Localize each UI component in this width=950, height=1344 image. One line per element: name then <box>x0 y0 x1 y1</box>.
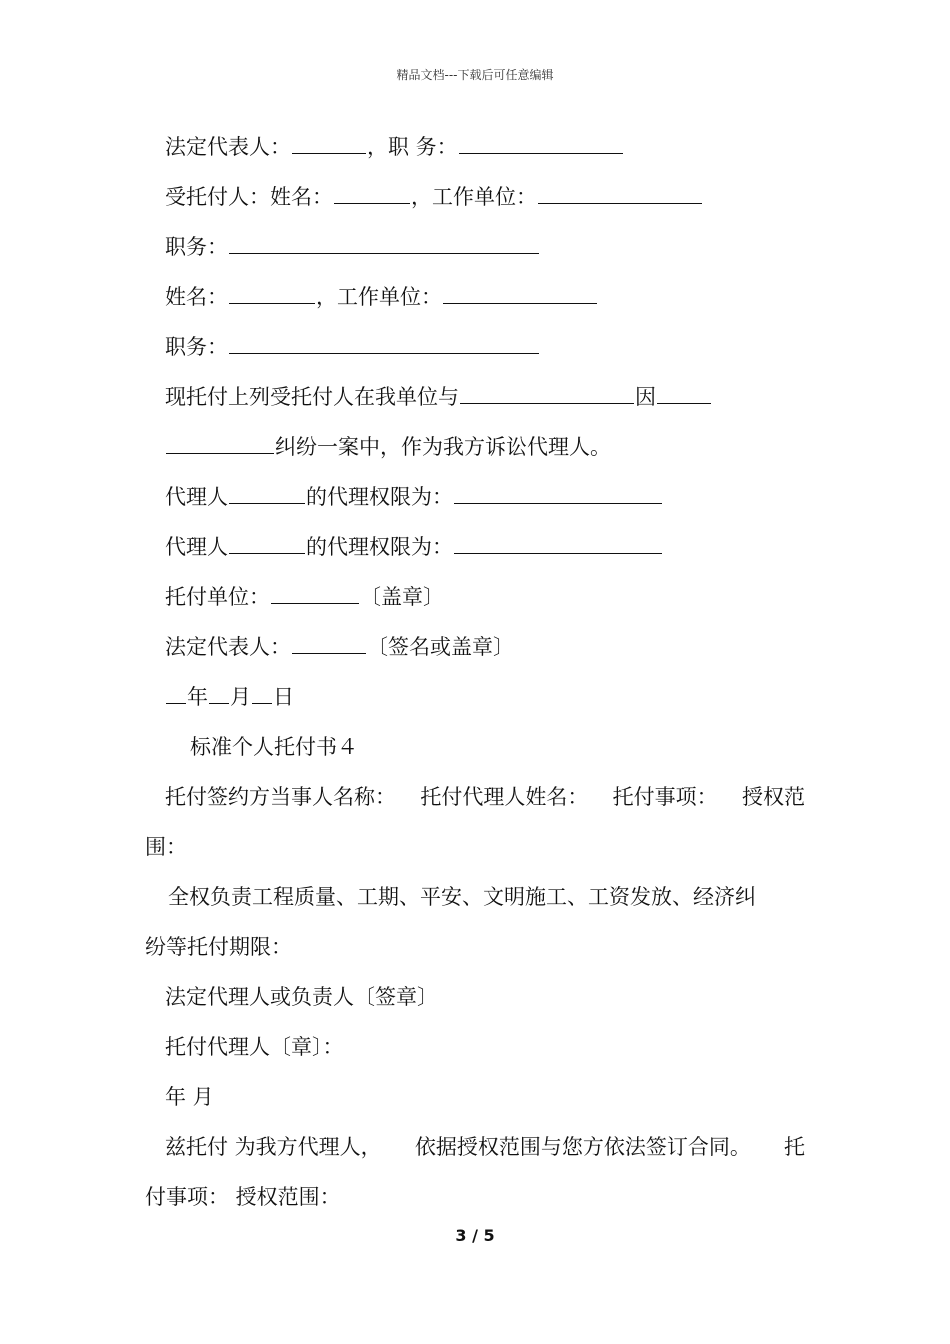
entrust-line: 现托付上列受托付人在我单位与 因 <box>165 382 712 412</box>
agent-authority-line-1: 代理人 的代理权限为： <box>165 482 663 512</box>
page-number: 3 / 5 <box>455 1226 495 1245</box>
blank-field[interactable] <box>334 183 410 204</box>
scope-continued: 围： <box>145 835 187 859</box>
term-line: 纷等托付期限： <box>145 935 292 959</box>
blank-field[interactable] <box>229 333 539 354</box>
blank-field[interactable] <box>460 383 634 404</box>
blank-field[interactable] <box>252 683 272 704</box>
agent-authority-line-2: 代理人 的代理权限为： <box>165 532 663 562</box>
dispute-line: 纠纷一案中，作为我方诉讼代理人。 <box>165 432 611 462</box>
blank-field[interactable] <box>454 533 662 554</box>
page-header: 精品文档---下载后可任意编辑 <box>396 68 554 82</box>
blank-field[interactable] <box>209 683 229 704</box>
position-line-2: 职务： <box>165 332 540 362</box>
blank-field[interactable] <box>459 133 623 154</box>
blank-field[interactable] <box>166 433 274 454</box>
legal-agent-sign-line: 法定代理人或负责人〔签章〕 <box>165 985 438 1009</box>
blank-field[interactable] <box>292 633 366 654</box>
blank-field[interactable] <box>229 283 315 304</box>
blank-field[interactable] <box>292 133 366 154</box>
blank-field[interactable] <box>538 183 702 204</box>
blank-field[interactable] <box>443 283 597 304</box>
blank-field[interactable] <box>229 233 539 254</box>
blank-field[interactable] <box>271 583 359 604</box>
name-line: 姓名： ，工作单位： <box>165 282 598 312</box>
responsibility-line: 全权负责工程质量、工期、平安、文明施工、工资发放、经济纠 <box>168 885 756 909</box>
contract-parties-line: 托付签约方当事人名称： 托付代理人姓名： 托付事项： 授权范 <box>165 785 805 809</box>
blank-field[interactable] <box>229 483 305 504</box>
blank-field[interactable] <box>166 683 186 704</box>
legal-rep-sign-line: 法定代表人： 〔签名或盖章〕 <box>165 635 514 659</box>
blank-field[interactable] <box>454 483 662 504</box>
authorization-line: 兹托付 为我方代理人， 依据授权范围与您方依法签订合同。 托 <box>165 1135 805 1159</box>
section-title: 标准个人托付书４ <box>190 735 358 759</box>
position-line: 职务： <box>165 232 540 262</box>
agent-seal-line: 托付代理人〔章〕： <box>165 1035 344 1059</box>
legal-rep-line: 法定代表人： ，职 务： <box>165 132 624 162</box>
agent-name-line: 受托付人：姓名： ，工作单位： <box>165 182 703 212</box>
blank-field[interactable] <box>657 383 711 404</box>
date-line: 年 月 日 <box>165 682 294 712</box>
matters-line: 付事项： 授权范围： <box>145 1185 341 1209</box>
year-month-line: 年 月 <box>165 1085 214 1109</box>
entrusting-unit-line: 托付单位： 〔盖章〕 <box>165 585 444 609</box>
blank-field[interactable] <box>229 533 305 554</box>
